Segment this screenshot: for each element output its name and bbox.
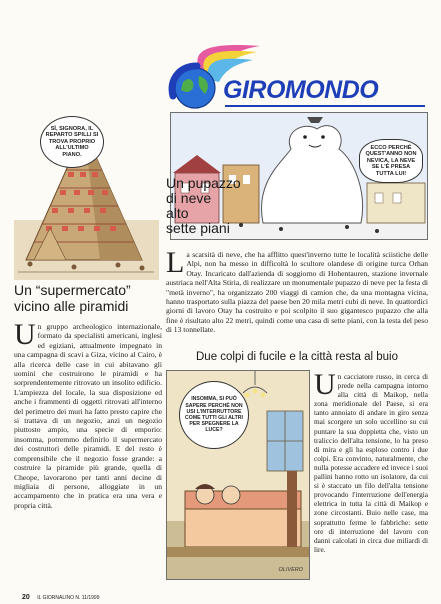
page-number: 20 [22, 594, 30, 601]
pyramid-illustration [14, 100, 159, 280]
pyramid-body [14, 318, 162, 510]
pyramid-speech-bubble: SÌ, SIGNORA, IL REPARTO SPILLI SI TROVA PROPRIO ALL'ULTIMO PIANO. [40, 116, 104, 168]
logo-wordmark: GIROMONDO [223, 76, 379, 104]
snowman-dropcap: L [166, 246, 185, 279]
logo-underline [225, 104, 425, 110]
snowman-article [166, 246, 428, 335]
hunter-dropcap: U [314, 368, 336, 401]
hunter-headline: Due colpi di fucile e la città resta al buio [196, 351, 398, 363]
page-footer [22, 586, 100, 604]
pyramid-article [14, 282, 162, 510]
publication-name: IL GIORNALINO N. 11/1999 [37, 595, 100, 601]
snowman-headline [166, 176, 256, 236]
pyramid-body-text: n gruppo archeologico internazionale, formato da specialisti americani, inglesi ed egiziani, attualmente impegnato in una campagna di scavi a Giza, vicino al Cairo, è alla ricerca delle case in cui abitavano gli uomini che costruirono le piramidi e ha sorprendentemente ritrovato un insolito edificio. L'ampiezza del locale, la sua disposizione ed anche i frammenti di oggetti ritrovati all'interno del perimetro dei muri ha fatto presto capire che si trattava di un negozio, anzi un negozio piuttosto ampio, una specie di emporio: insomma, potremmo definirlo il supermercato dei costruttori delle piramidi. E del resto è comprensibile che il negozio fosse grande: a costruire la piramide più grande, quella di Cheope, lavorarono per tanti anni decine di migliaia di persone, alloggiate in un accampamento che in pratica era una vera e propria città. [14, 322, 162, 510]
snowman-body [166, 246, 428, 335]
hunter-article [314, 368, 428, 554]
snowman-headline-line: di neve [166, 190, 212, 206]
pyramid-dropcap: U [14, 318, 36, 351]
snowman-speech-bubble: ECCO PERCHÉ QUEST'ANNO NON NEVICA, LA NEVE SE L'È PRESA TUTTA LUI! [359, 139, 423, 183]
snowman-headline-line: sette piani [166, 220, 230, 236]
snowman-headline-line: Un pupazzo [166, 175, 241, 191]
snowman-body-text: a scarsità di neve, che ha afflitto quest'inverno tutte le località sciistiche delle Alpi, non ha messo in difficoltà lo scultore olandese di origine turca Orhan Otay. Incaricato dall'azienda di soggiorno di Hohentauren, stazione invernale austriaca nell'Alta Stiria, di realizzare un monumentale pupazzo di neve per la festa di "metà inverno", ha organizzato 200 viaggi di camion che, da una montagna vicina, hanno trasportato sulla piazza del paese ben 20 mila metri cubi di neve. In quattordici giorni di lavoro Otay ha costruito e poi scolpito il suo gigantesco pupazzo che alla fine è risultato alto 22 metri, quindi come una casa di sette piani, con la testa del peso di 13 tonnellate. [166, 250, 428, 335]
snowman-headline-line: alto [166, 205, 189, 221]
pyramid-headline: Un “supermercato” vicino alle piramidi [14, 282, 131, 314]
hunter-body [314, 368, 428, 554]
hunter-signature: OLIVERO [278, 567, 303, 573]
hunter-body-text: n cacciatore russo, in cerca di prede nella campagna intorno alla città di Maikop, nella zona meridionale del Paese, si era tanto annoiato di andare in giro senza mai scorgere un solo uccellino su cui puntare la sua doppietta che, visto un traliccio dell'alta tensione, lo ha preso di mira e gli ha esploso contro i due colpi. Era convinto, naturalmente, che nulla potesse accadere ed invece i suoi pallini hanno rotto un isolatore, da cui si è staccato un filo dell'alta tensione provocando l'interruzione dell'energia elettrica in tutta la città di Maikop e zone circostanti. Buio nelle case, ma soprattutto ferme le fabbriche: sette ore di interruzione del lavoro con danni calcolati in circa due miliardi di lire. [314, 372, 428, 554]
hunter-illustration [166, 370, 310, 580]
hunter-speech-bubble: INSOMMA, SI PUÒ SAPERE PERCHÉ NON USI L'INTERRUTTORE COME TUTTI GLI ALTRI PER SPEGNERE LA LUCE? [179, 381, 249, 449]
giromondo-logo [165, 40, 435, 112]
